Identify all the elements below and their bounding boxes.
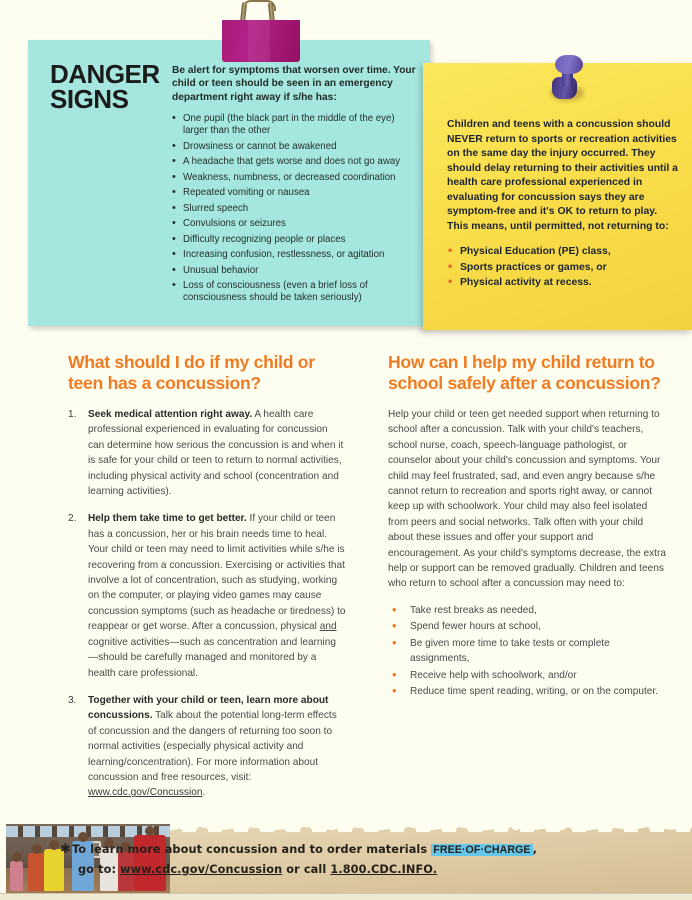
footer-line2-a: go to: xyxy=(78,863,121,876)
child-figure xyxy=(10,861,23,891)
list-item: • Physical Education (PE) class, xyxy=(447,244,678,260)
left-column-steps xyxy=(68,407,346,801)
list-item: • Take rest breaks as needed, xyxy=(388,603,666,618)
step-body: Talk about the potential long-term effects of concussion and the dangers of returning too soon to normal activities (especially physical activity and learning/concentration). For more information about concussion and free resources, visit: xyxy=(88,710,337,783)
list-item: • Spend fewer hours at school, xyxy=(388,619,666,634)
list-item: • One pupil (the black part in the middle of the eye) larger than the other xyxy=(172,113,416,137)
list-item: • Drowsiness or cannot be awakened xyxy=(172,141,416,153)
sticky-note-text: Children and teens with a concussion should NEVER return to sports or recreation activities on the same day the injury occurred. They should delay returning to their activities until a health care professional experienced in evaluating for concussion says they are symptom-free and it's OK to return to play. This means, until permitted, not returning to: xyxy=(447,119,678,232)
footer-banner xyxy=(0,824,692,899)
danger-signs-content xyxy=(50,59,416,308)
step-body: If your child or teen has a concussion, her or his brain needs time to heal. Your child or teen may need to limit activities while s/he is recovering from a concussion. Exercising or activities that involve a lot of concentration, such as studying, working on the computer, or playing video games may cause concussion symptoms (such as headache or tiredness) to reappear or get worse. After a concussion, physical and cognitive activities—such as concentration and learning—should be carefully managed and monitored by a health care professional. xyxy=(88,513,346,679)
footer-line1-b: , xyxy=(532,843,538,856)
step-body: A health care professional experienced in evaluating for concussion can determine how serious the concussion is and when it is safe for your child or teen to return to normal activities, including physical activity and school (concentration and learning activities). xyxy=(88,409,344,498)
list-item: • Receive help with schoolwork, and/or xyxy=(388,668,666,683)
binder-clip-icon xyxy=(214,0,308,62)
footer-phone: 1.800.CDC.INFO. xyxy=(330,863,438,876)
left-column-heading: What should I do if my child or teen has a concussion? xyxy=(68,352,315,393)
free-of-charge-highlight: FREE·OF·CHARGE xyxy=(433,844,531,856)
sticky-note-content xyxy=(447,118,678,291)
footer-cdc-link[interactable]: www.cdc.gov/Concussion xyxy=(120,863,283,876)
footer-message xyxy=(60,840,682,879)
cdc-concussion-link[interactable]: www.cdc.gov/Concussion xyxy=(88,787,203,799)
step-lead: Help them take time to get better. xyxy=(88,513,247,525)
list-item: • Convulsions or seizures xyxy=(172,218,416,230)
step-lead: Seek medical attention right away. xyxy=(88,409,253,420)
binder-clip-body xyxy=(222,20,300,62)
danger-signs-body xyxy=(172,64,416,304)
right-column-heading: How can I help my child return to school safely after a concussion? xyxy=(388,352,661,393)
list-item: • Weakness, numbness, or decreased coordination xyxy=(172,172,416,184)
danger-signs-title: DANGER SIGNS xyxy=(50,59,160,114)
sticky-note-list xyxy=(447,244,678,291)
right-column-list xyxy=(388,603,666,699)
article-columns xyxy=(0,338,692,818)
danger-signs-intro: Be alert for symptoms that worsen over time. Your child or teen should be seen in an emergency department right away if s/he has: xyxy=(172,65,416,103)
list-item: • Be given more time to take tests or complete assignments, xyxy=(388,636,666,667)
list-item: • A headache that gets worse and does not go away xyxy=(172,156,416,168)
asterisk-icon: ✱ xyxy=(60,842,71,857)
right-column-paragraph: Help your child or teen get needed support when returning to school after a concussion. Talk with your child's teachers, school nurse, coach, speech-language pathologist, or counselor about your child's concussion and symptoms. Your child may feel frustrated, sad, and even angry because s/he cannot return to recreation and sports right away, or cannot keep up with schoolwork. Your child may also feel isolated from peers and social networks. Talk often with your child about these issues and offer your support and encouragement. As your child's symptoms decrease, the extra help or support can be removed gradually. Children and teens who return to school after a concussion may need to: xyxy=(388,409,666,590)
list-item xyxy=(68,407,346,499)
push-pin-head xyxy=(555,55,583,74)
footer-line1-a: To learn more about concussion and to order materials xyxy=(72,843,432,856)
list-item: • Physical activity at recess. xyxy=(447,275,678,291)
list-item xyxy=(68,511,346,680)
step-tail: . xyxy=(202,787,206,799)
list-item: • Increasing confusion, restlessness, or agitation xyxy=(172,249,416,261)
footer-line2 xyxy=(78,860,682,879)
child-figure xyxy=(28,853,45,891)
footer-line2-b: or call xyxy=(282,863,331,876)
step-lead: Together with your child or teen, learn more about concussions. xyxy=(88,694,329,722)
list-item: • Repeated vomiting or nausea xyxy=(172,187,416,199)
list-item: • Difficulty recognizing people or places xyxy=(172,234,416,246)
list-item: • Slurred speech xyxy=(172,203,416,215)
danger-signs-list xyxy=(172,113,416,304)
push-pin-icon xyxy=(548,55,588,107)
list-item xyxy=(68,693,346,801)
left-column xyxy=(68,338,346,813)
notes-area xyxy=(0,0,692,338)
list-item: • Reduce time spent reading, writing, or on the computer. xyxy=(388,684,666,699)
list-item: • Sports practices or games, or xyxy=(447,260,678,276)
right-column xyxy=(388,338,666,700)
underlined-word: and xyxy=(319,621,337,633)
list-item: • Loss of consciousness (even a brief loss of consciousness should be taken seriously) xyxy=(172,280,416,304)
danger-signs-card xyxy=(28,40,430,326)
list-item: • Unusual behavior xyxy=(172,265,416,277)
